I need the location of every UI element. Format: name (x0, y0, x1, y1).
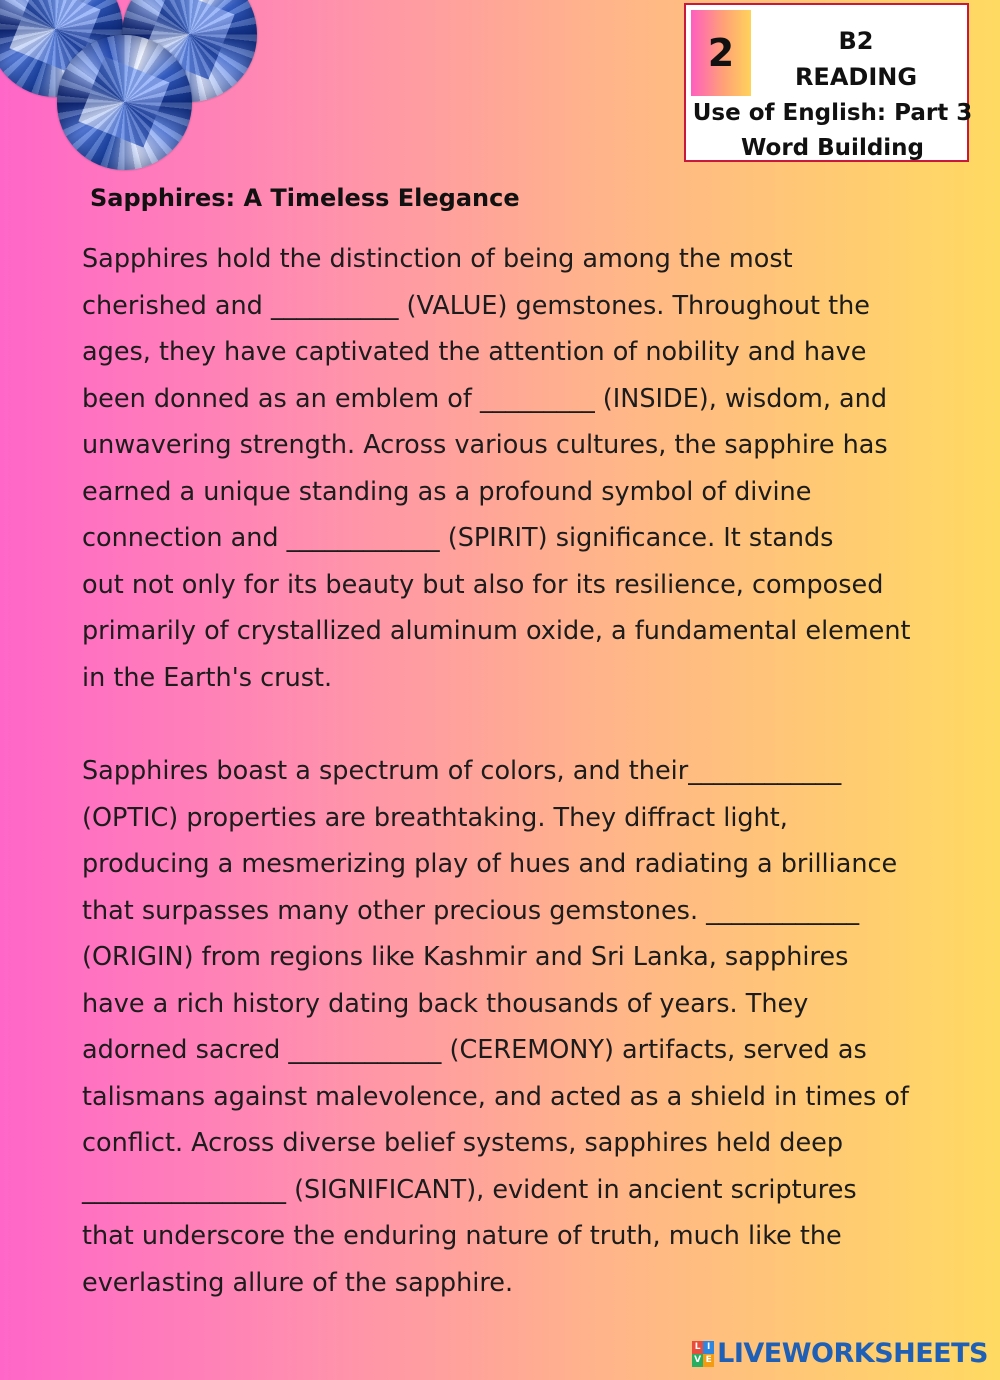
sapphire-gem-image (57, 35, 192, 170)
skill-label: READING (794, 63, 918, 91)
text-line: out not only for its beauty but also for its resilience, composed (82, 569, 884, 600)
text-line: Sapphires boast a spectrum of colors, and their____________ (82, 756, 842, 786)
text-line: that surpasses many other precious gemstones. ____________ (82, 895, 860, 926)
text-line: unwavering strength. Across various cultures, the sapphire has (82, 430, 888, 460)
passage-title: Sapphires: A Timeless Elegance (90, 184, 520, 212)
passage-paragraph-1 (82, 236, 982, 701)
text-line: (OPTIC) properties are breathtaking. They diffract light, (82, 802, 788, 833)
text-line: producing a mesmerizing play of hues and radiating a brilliance (82, 849, 898, 879)
text-line: conflict. Across diverse belief systems, sapphires held deep (82, 1128, 844, 1158)
topic-label: Word Building (740, 135, 925, 161)
text-line: Sapphires hold the distinction of being among the most (82, 244, 793, 274)
logo-icon-letter: L (692, 1341, 703, 1354)
text-line: connection and ____________ (SPIRIT) significance. It stands (82, 523, 834, 553)
worksheet-header-box (684, 3, 973, 162)
text-line: everlasting allure of the sapphire. (82, 1267, 514, 1298)
liveworksheets-logo-icon (692, 1341, 714, 1367)
exam-part-label: Use of English: Part 3 (692, 100, 973, 126)
text-line: primarily of crystallized aluminum oxide, a fundamental element (82, 616, 911, 646)
passage-paragraph-2 (82, 748, 982, 1306)
text-line: adorned sacred ____________ (CEREMONY) artifacts, served as (82, 1035, 867, 1065)
worksheet-number-badge: 2 (691, 10, 751, 96)
text-line: ages, they have captivated the attention of nobility and have (82, 337, 867, 367)
text-line: cherished and __________ (VALUE) gemstones. Throughout the (82, 290, 870, 321)
text-line: that underscore the enduring nature of truth, much like the (82, 1221, 842, 1251)
logo-icon-letter: I (703, 1341, 714, 1354)
text-line: earned a unique standing as a profound symbol of divine (82, 476, 812, 507)
text-line: talismans against malevolence, and acted as a shield in times of (82, 1081, 909, 1112)
text-line: in the Earth's crust. (82, 662, 333, 693)
logo-icon-letter: V (692, 1354, 703, 1367)
text-line: ________________ (SIGNIFICANT), evident in ancient scriptures (82, 1174, 857, 1205)
text-line: (ORIGIN) from regions like Kashmir and Sri Lanka, sapphires (82, 942, 849, 972)
level-label: B2 (838, 27, 874, 55)
text-line: been donned as an emblem of _________ (INSIDE), wisdom, and (82, 383, 888, 414)
logo-icon-letter: E (703, 1354, 714, 1367)
liveworksheets-logo-text: LIVEWORKSHEETS (717, 1338, 988, 1369)
liveworksheets-logo[interactable] (692, 1338, 988, 1369)
text-line: have a rich history dating back thousands of years. They (82, 988, 809, 1019)
